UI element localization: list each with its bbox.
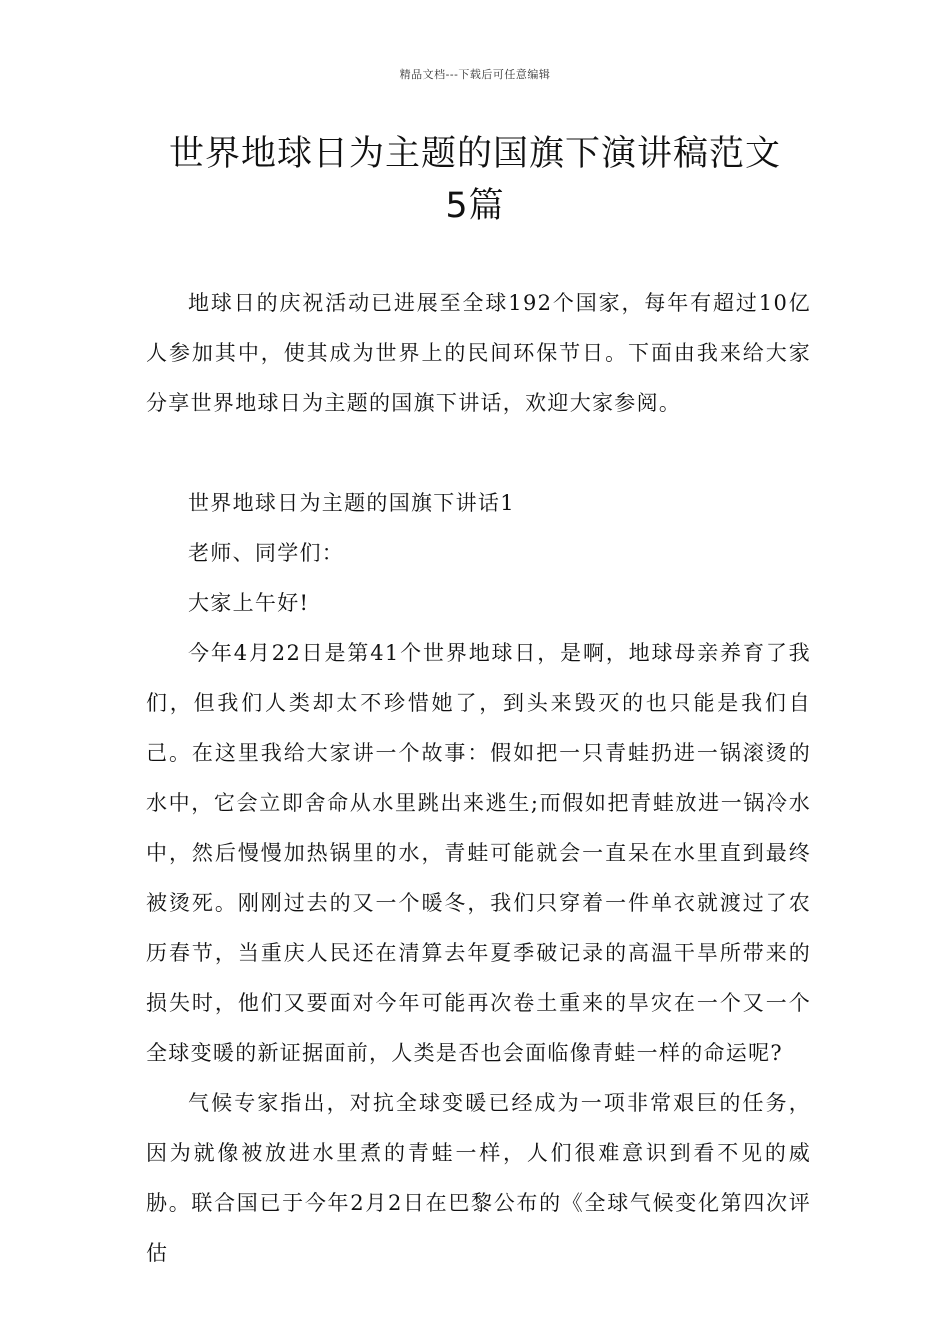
title-line-2: 5篇 [445, 186, 505, 226]
header-note: 精品文档---下载后可任意编辑 [399, 68, 551, 81]
document-title [140, 128, 810, 232]
section-heading: 世界地球日为主题的国旗下讲话1 [188, 491, 515, 515]
intro-paragraph: 地球日的庆祝活动已进展至全球192个国家，每年有超过10亿人参加其中，使其成为世界上的民间环保节日。下面由我来给大家分享世界地球日为主题的国旗下讲话，欢迎大家参阅。 [146, 291, 811, 415]
body-paragraph-1: 今年4月22日是第41个世界地球日，是啊，地球母亲养育了我们，但我们人类却太不珍惜她了，到头来毁灭的也只能是我们自己。在这里我给大家讲一个故事：假如把一只青蛙扔进一锅滚烫的水中，它会立即舍命从水里跳出来逃生;而假如把青蛙放进一锅冷水中，然后慢慢加热锅里的水，青蛙可能就会一直呆在水里直到最终被烫死。刚刚过去的又一个暖冬，我们只穿着一件单衣就渡过了农历春节，当重庆人民还在清算去年夏季破记录的高温干旱所带来的损失时，他们又要面对今年可能再次卷土重来的旱灾在一个又一个全球变暖的新证据面前，人类是否也会面临像青蛙一样的命运呢? [146, 641, 811, 1065]
greeting: 大家上午好! [188, 591, 310, 615]
intro-block [146, 278, 811, 428]
speech-block [146, 478, 811, 1278]
body-paragraph-2: 气候专家指出，对抗全球变暖已经成为一项非常艰巨的任务，因为就像被放进水里煮的青蛙一样，人们很难意识到看不见的威胁。联合国已于今年2月2日在巴黎公布的《全球气候变化第四次评估 [146, 1091, 811, 1265]
title-line-1: 世界地球日为主题的国旗下演讲稿范文 [168, 134, 781, 174]
salutation: 老师、同学们： [188, 541, 345, 565]
